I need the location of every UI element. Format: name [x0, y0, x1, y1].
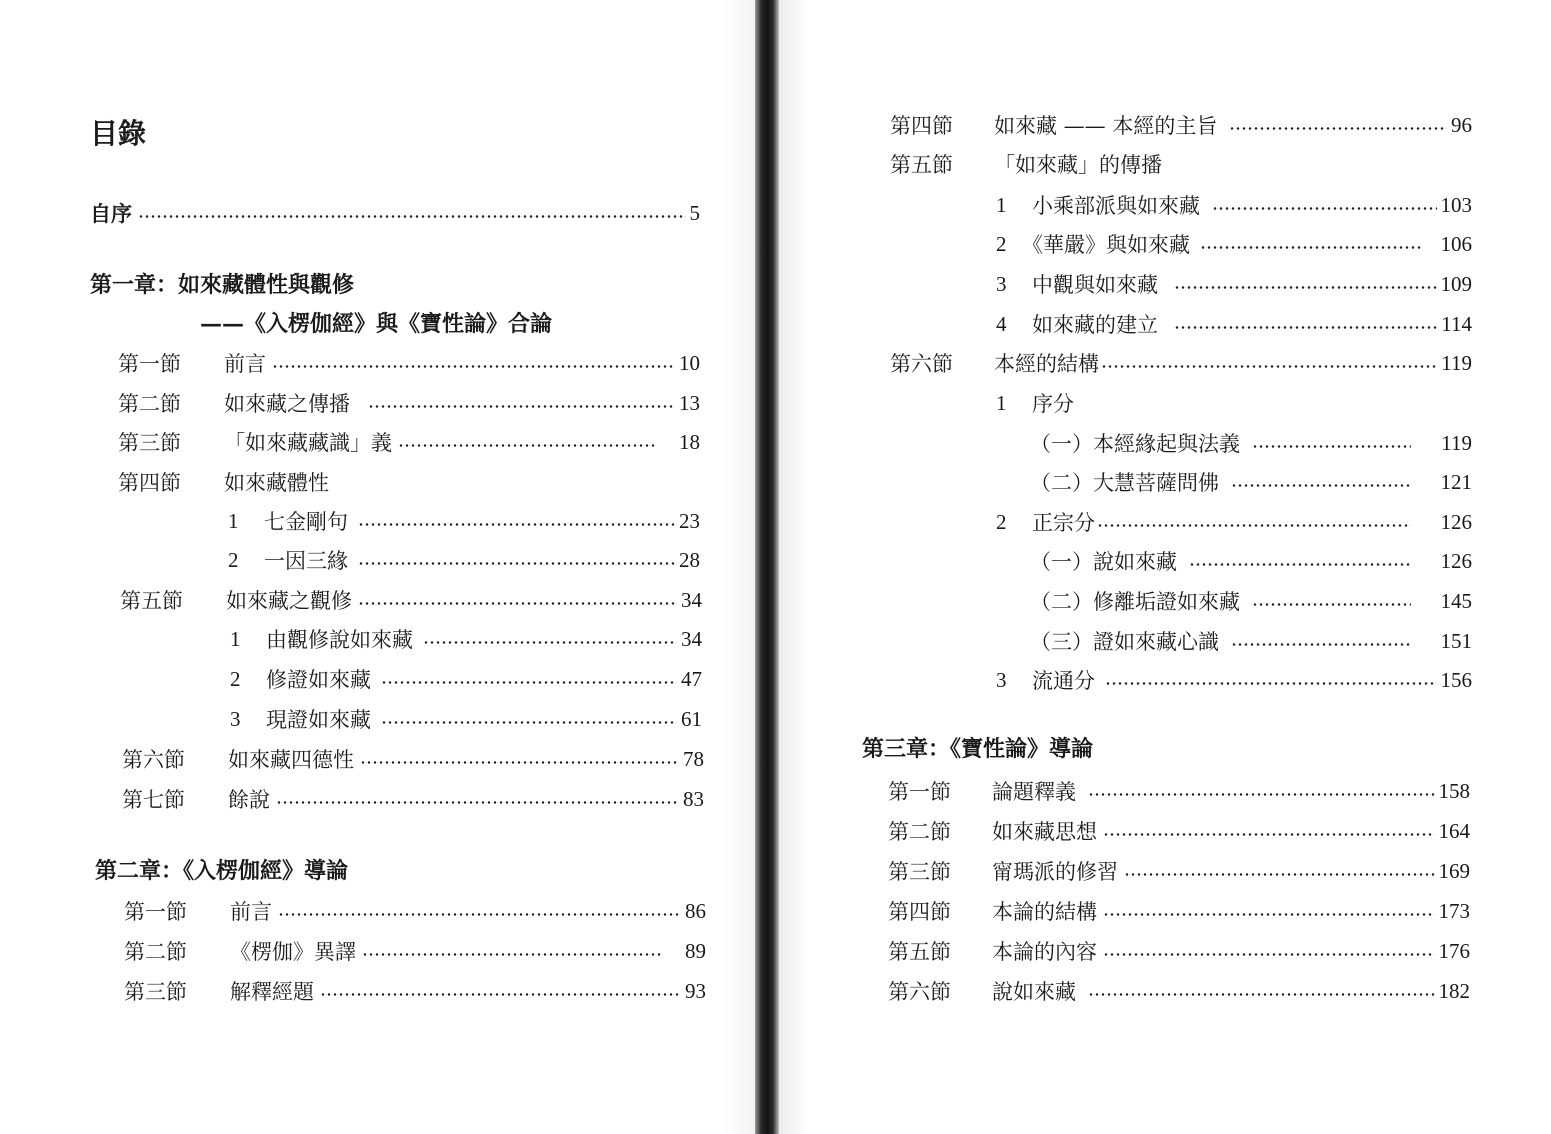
entry-title: 修證如來藏 — [266, 668, 371, 692]
toc-entry — [122, 784, 704, 814]
toc-entry — [118, 388, 700, 418]
toc-entry — [124, 896, 706, 926]
page-number: 182 — [1438, 978, 1470, 1003]
toc-entry — [122, 744, 704, 774]
section-label: 第四節 — [118, 471, 181, 495]
section-label: 第五節 — [120, 589, 183, 613]
entry-title: 如來藏之傳播 — [224, 392, 350, 416]
entry-title: 論題釋義 — [992, 780, 1076, 804]
entry-title: 如來藏的建立 — [1032, 313, 1158, 337]
toc-subentry — [996, 665, 1472, 695]
toc-subentry — [1030, 546, 1472, 576]
section-label: 第五節 — [888, 940, 951, 964]
toc-entry-preface — [90, 198, 700, 228]
page-number: 34 — [681, 587, 702, 612]
entry-title: 如來藏之觀修 — [226, 589, 352, 613]
item-number: 1 — [996, 192, 1007, 217]
dot-leader — [1088, 793, 1435, 796]
page-number: 78 — [683, 746, 704, 771]
chapter-subtitle: ——《入楞伽經》與《寶性論》合論 — [200, 311, 553, 337]
section-label: 第四節 — [890, 114, 953, 138]
dot-leader — [398, 444, 657, 447]
dot-leader — [368, 405, 675, 408]
dot-leader — [1174, 326, 1437, 329]
section-label: 第七節 — [122, 788, 185, 812]
dot-leader — [1231, 643, 1411, 646]
dot-leader — [423, 641, 677, 644]
dot-leader — [320, 993, 681, 996]
dot-leader — [1212, 207, 1437, 210]
page-number: 23 — [679, 508, 700, 533]
dot-leader — [381, 681, 677, 684]
entry-title: （一）本經緣起與法義 — [1030, 432, 1240, 456]
section-label: 第三節 — [888, 860, 951, 884]
dot-leader — [1252, 603, 1411, 606]
entry-title: 本論的結構 — [992, 900, 1097, 924]
chapter-heading: 第一章：如來藏體性與觀修 — [90, 272, 355, 298]
item-number: 1 — [996, 390, 1007, 415]
entry-title: 如來藏 —— 本經的主旨 — [994, 114, 1218, 138]
toc-entry — [124, 976, 706, 1006]
toc-subentry — [996, 190, 1472, 220]
page-number: 119 — [1441, 350, 1472, 375]
page-number: 10 — [679, 350, 700, 375]
item-number: 2 — [230, 666, 241, 691]
section-label: 第一節 — [888, 780, 951, 804]
dot-leader — [362, 953, 663, 956]
section-label: 第三節 — [118, 431, 181, 455]
entry-title: 自序 — [90, 201, 132, 226]
toc-subentry — [1030, 586, 1472, 616]
toc-entry — [888, 976, 1470, 1006]
page-number: 169 — [1438, 858, 1470, 883]
toc-subentry — [228, 506, 700, 536]
dot-leader — [1229, 127, 1447, 130]
entry-title: 「如來藏藏識」義 — [224, 431, 392, 455]
entry-title: （一）說如來藏 — [1030, 550, 1177, 574]
page-number: 103 — [1440, 192, 1472, 217]
page-number: 176 — [1438, 938, 1470, 963]
dot-leader — [1252, 445, 1411, 448]
section-label: 第四節 — [888, 900, 951, 924]
toc-entry — [888, 896, 1470, 926]
entry-title: 由觀修說如來藏 — [266, 628, 413, 652]
entry-title: 七金剛句 — [264, 510, 348, 534]
gutter-shadow-right — [779, 0, 809, 1134]
page-number: 28 — [679, 547, 700, 572]
entry-title: （二）修離垢證如來藏 — [1030, 590, 1240, 614]
page-number: 86 — [685, 898, 706, 923]
chapter-heading: 第三章：《寶性論》導論 — [862, 736, 1094, 762]
toc-entry — [888, 776, 1470, 806]
section-label: 第二節 — [888, 820, 951, 844]
item-number: 2 — [996, 231, 1007, 256]
entry-title: 序分 — [1032, 392, 1074, 416]
page-number: 151 — [1440, 628, 1472, 653]
item-number: 2 — [996, 509, 1007, 534]
page-title: 目錄 — [90, 117, 147, 150]
entry-title: 如來藏四德性 — [228, 748, 354, 772]
toc-entry — [890, 149, 1472, 179]
entry-title: 正宗分 — [1032, 511, 1095, 535]
entry-title: 本經的結構 — [994, 352, 1099, 376]
gutter-shadow-left — [720, 0, 755, 1134]
page-number: 13 — [679, 390, 700, 415]
dot-leader — [1103, 833, 1435, 836]
toc-entry — [124, 936, 706, 966]
entry-title: 如來藏思想 — [992, 820, 1097, 844]
dot-leader — [381, 721, 677, 724]
entry-title: 中觀與如來藏 — [1032, 273, 1158, 297]
page-number: 119 — [1441, 430, 1472, 455]
section-label: 第一節 — [124, 900, 187, 924]
entry-title: 《華嚴》與如來藏 — [1022, 233, 1190, 257]
entry-title: 如來藏體性 — [224, 471, 329, 495]
entry-title: 現證如來藏 — [266, 708, 371, 732]
item-number: 3 — [996, 667, 1007, 692]
entry-title: 前言 — [230, 900, 272, 924]
section-label: 第六節 — [122, 748, 185, 772]
dot-leader — [1124, 873, 1435, 876]
dot-leader — [276, 801, 679, 804]
page-number: 121 — [1440, 469, 1472, 494]
dot-leader — [1200, 246, 1421, 249]
section-label: 第一節 — [118, 352, 181, 376]
page-number: 158 — [1438, 778, 1470, 803]
entry-title: 前言 — [224, 352, 266, 376]
toc-subentry — [1030, 467, 1472, 497]
entry-title: 說如來藏 — [992, 980, 1076, 1004]
section-label: 第五節 — [890, 153, 953, 177]
item-number: 3 — [996, 271, 1007, 296]
page-number: 5 — [689, 200, 700, 225]
dot-leader — [278, 913, 681, 916]
page-number: 126 — [1440, 509, 1472, 534]
toc-subentry — [1030, 626, 1472, 656]
toc-subentry — [228, 545, 700, 575]
section-label: 第六節 — [888, 980, 951, 1004]
entry-title: （二）大慧菩薩問佛 — [1030, 471, 1219, 495]
chapter-heading: 第二章：《入楞伽經》導論 — [95, 858, 349, 884]
page-number: 61 — [681, 706, 702, 731]
page-number: 93 — [685, 978, 706, 1003]
entry-title: 解釋經題 — [230, 980, 314, 1004]
page-number: 96 — [1451, 112, 1472, 137]
dot-leader — [358, 523, 675, 526]
toc-subentry — [1030, 428, 1472, 458]
page-number: 164 — [1438, 818, 1470, 843]
section-label: 第三節 — [124, 980, 187, 1004]
page-number: 89 — [685, 938, 706, 963]
toc-subentry — [996, 269, 1472, 299]
toc-entry — [888, 816, 1470, 846]
toc-subentry — [230, 664, 702, 694]
dot-leader — [358, 602, 677, 605]
toc-subentry — [230, 704, 702, 734]
page-number: 83 — [683, 786, 704, 811]
toc-subentry — [996, 309, 1472, 339]
entry-title: 流通分 — [1032, 669, 1095, 693]
page-number: 109 — [1440, 271, 1472, 296]
dot-leader — [1105, 682, 1437, 685]
dot-leader — [1097, 524, 1411, 527]
dot-leader — [1088, 993, 1435, 996]
toc-subentry — [996, 388, 1472, 418]
dot-leader — [1101, 365, 1437, 368]
section-label: 第六節 — [890, 352, 953, 376]
page-number: 173 — [1438, 898, 1470, 923]
toc-subentry — [996, 507, 1472, 537]
item-number: 2 — [228, 547, 239, 572]
toc-entry — [120, 585, 702, 615]
entry-title: 「如來藏」的傳播 — [994, 153, 1162, 177]
page-number: 106 — [1440, 231, 1472, 256]
book-gutter — [755, 0, 779, 1134]
toc-subentry — [230, 624, 702, 654]
dot-leader — [1189, 563, 1411, 566]
dot-leader — [272, 365, 675, 368]
entry-title: 一因三緣 — [264, 549, 348, 573]
toc-entry — [888, 856, 1470, 886]
page-number: 47 — [681, 666, 702, 691]
toc-entry — [890, 110, 1472, 140]
entry-title: 本論的內容 — [992, 940, 1097, 964]
page-number: 114 — [1441, 311, 1472, 336]
item-number: 1 — [230, 626, 241, 651]
page-number: 34 — [681, 626, 702, 651]
entry-title: （三）證如來藏心識 — [1030, 630, 1219, 654]
dot-leader — [360, 761, 679, 764]
item-number: 1 — [228, 508, 239, 533]
page-number: 18 — [679, 429, 700, 454]
dot-leader — [1103, 953, 1435, 956]
dot-leader — [1231, 484, 1411, 487]
dot-leader — [1103, 913, 1435, 916]
item-number: 4 — [996, 311, 1007, 336]
section-label: 第二節 — [118, 392, 181, 416]
dot-leader — [358, 562, 675, 565]
section-label: 第二節 — [124, 940, 187, 964]
entry-title: 甯瑪派的修習 — [992, 860, 1118, 884]
toc-entry — [118, 467, 700, 497]
entry-title: 餘說 — [228, 788, 270, 812]
dot-leader — [1174, 286, 1437, 289]
toc-subentry — [996, 229, 1472, 259]
page-number: 145 — [1440, 588, 1472, 613]
toc-entry — [888, 936, 1470, 966]
item-number: 3 — [230, 706, 241, 731]
toc-entry — [118, 427, 700, 457]
dot-leader — [138, 215, 686, 218]
toc-entry — [118, 348, 700, 378]
entry-title: 《楞伽》異譯 — [230, 940, 356, 964]
page-number: 126 — [1440, 548, 1472, 573]
entry-title: 小乘部派與如來藏 — [1032, 194, 1200, 218]
page-number: 156 — [1440, 667, 1472, 692]
toc-entry — [890, 348, 1472, 378]
